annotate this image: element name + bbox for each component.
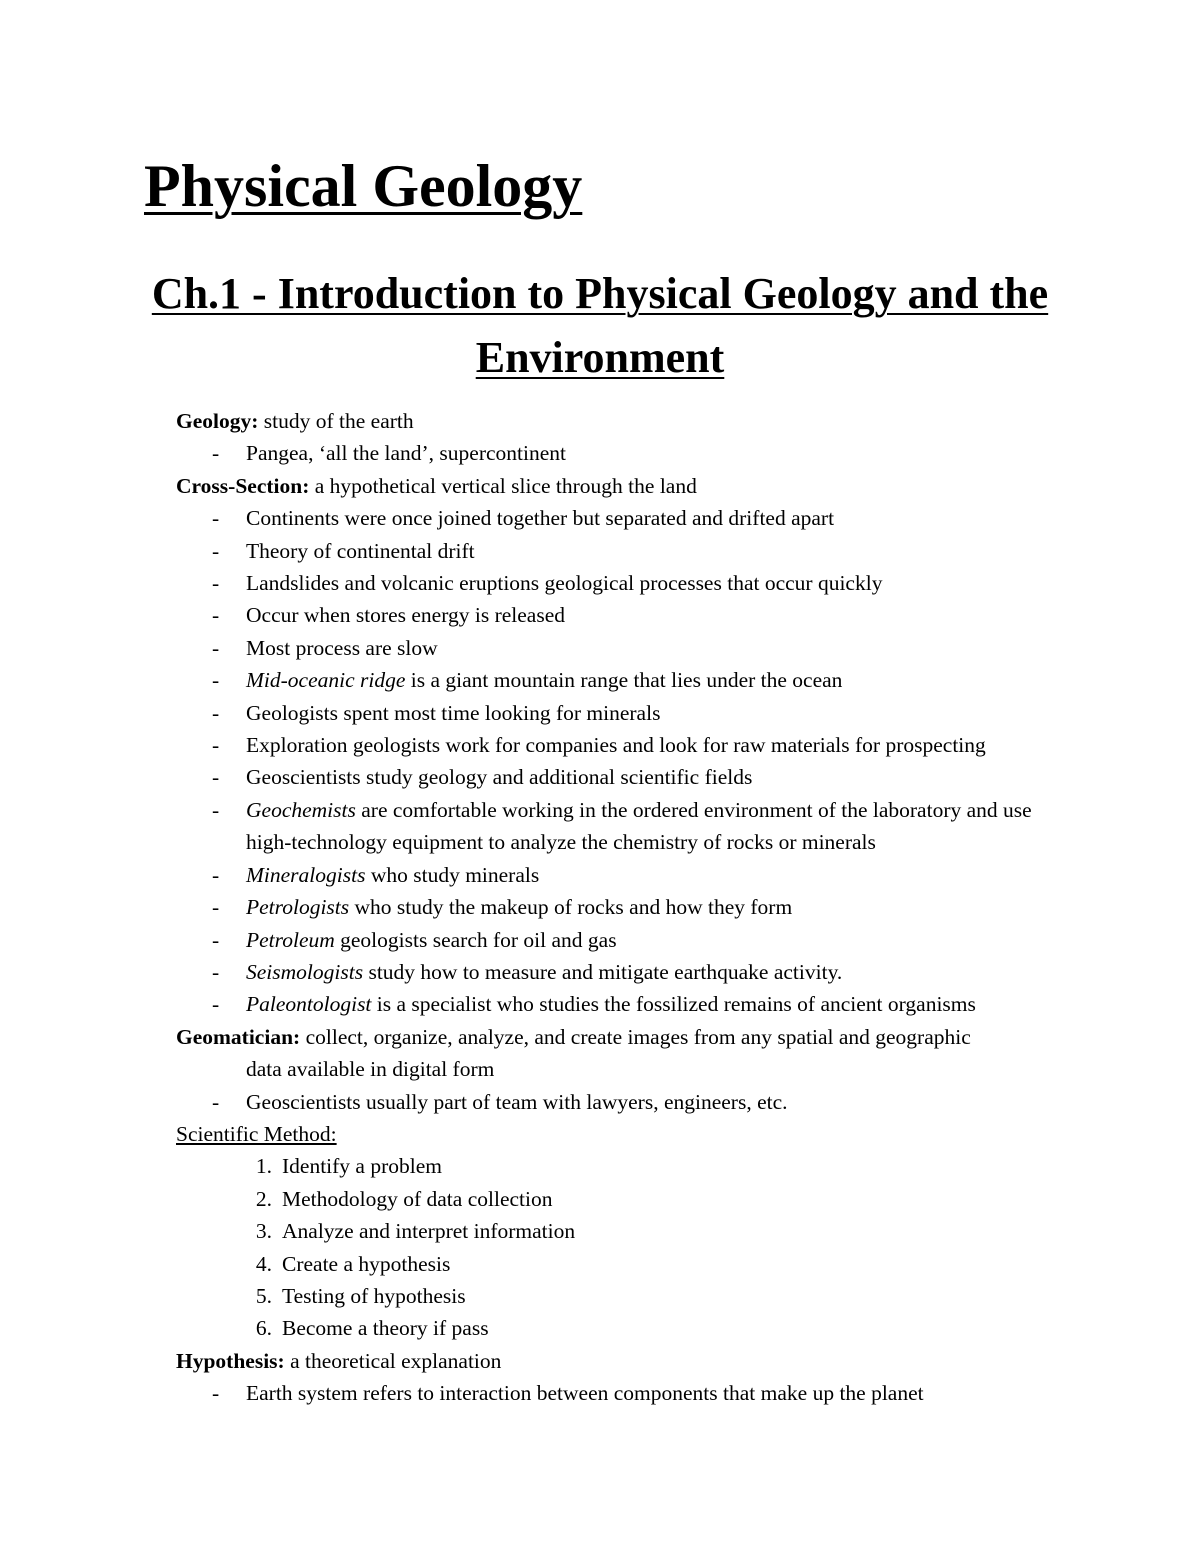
term-geomatician	[176, 1021, 1076, 1053]
term-hypothesis	[176, 1345, 1076, 1377]
bullet-dash: -	[212, 571, 220, 596]
numbered-item	[176, 1280, 1076, 1312]
bullet-rest: geologists search for oil and gas	[334, 927, 617, 952]
item-text: Methodology of data collection	[282, 1186, 553, 1211]
bullet-dash: -	[212, 1089, 220, 1114]
bullet-text	[246, 891, 1076, 923]
bullet-text: Earth system refers to interaction between components that make up the planet	[246, 1381, 924, 1406]
bullet-text	[246, 664, 1076, 696]
list-item	[176, 761, 1076, 793]
list-item	[176, 697, 1076, 729]
list-item	[176, 535, 1076, 567]
term-definition: a hypothetical vertical slice through the land	[309, 473, 697, 498]
term-cross-section	[176, 470, 1076, 502]
numbered-item	[176, 1183, 1076, 1215]
list-item	[176, 599, 1076, 631]
list-item	[176, 1086, 1076, 1118]
item-text: Create a hypothesis	[282, 1251, 451, 1276]
term-label: Geomatician:	[176, 1024, 301, 1049]
bullet-text: Occur when stores energy is released	[246, 603, 565, 628]
italic-term: Petroleum	[246, 927, 335, 952]
list-item	[176, 664, 1076, 696]
term-definition-continued: data available in digital form	[246, 1057, 495, 1082]
italic-term: Petrologists	[246, 895, 350, 920]
item-text: Become a theory if pass	[282, 1316, 489, 1341]
bullet-dash: -	[212, 895, 220, 920]
numbered-item	[176, 1215, 1076, 1247]
bullet-text	[246, 924, 1076, 956]
item-number: 5.	[255, 1283, 272, 1308]
term-label: Cross-Section:	[176, 473, 310, 498]
list-item	[176, 859, 1076, 891]
bullet-dash: -	[212, 1381, 220, 1406]
term-label: Hypothesis:	[176, 1348, 285, 1373]
section-scientific-method	[176, 1118, 1076, 1150]
bullet-dash: -	[212, 635, 220, 660]
notes-body	[176, 405, 1076, 1410]
bullet-text	[246, 859, 1076, 891]
bullet-dash: -	[212, 927, 220, 952]
italic-term: Mid-oceanic ridge	[246, 668, 406, 693]
bullet-text: Geoscientists usually part of team with lawyers, engineers, etc.	[246, 1089, 788, 1114]
list-item	[176, 891, 1076, 923]
list-item	[176, 437, 1076, 469]
item-text: Identify a problem	[282, 1154, 443, 1179]
bullet-dash: -	[212, 700, 220, 725]
italic-term: Geochemists	[246, 797, 356, 822]
bullet-rest: study how to measure and mitigate earthquake activity.	[363, 959, 843, 984]
chapter-heading: Ch.1 - Introduction to Physical Geology and the Environment	[151, 269, 1049, 382]
italic-term: Seismologists	[246, 959, 364, 984]
numbered-item	[176, 1248, 1076, 1280]
term-definition: a theoretical explanation	[284, 1348, 502, 1373]
bullet-dash: -	[212, 733, 220, 758]
item-number: 3.	[255, 1219, 272, 1244]
bullet-text: Exploration geologists work for companies and look for raw materials for prospecting	[246, 733, 986, 758]
term-label: Geology:	[176, 409, 259, 433]
bullet-text: Continents were once joined together but separated and drifted apart	[246, 506, 835, 531]
list-item	[176, 956, 1076, 988]
item-text: Analyze and interpret information	[282, 1219, 576, 1244]
numbered-item	[176, 1150, 1076, 1182]
bullet-text: Most process are slow	[246, 635, 438, 660]
bullet-text: Geologists spent most time looking for minerals	[246, 700, 661, 725]
term-geology	[176, 405, 1076, 437]
bullet-dash: -	[212, 862, 220, 887]
bullet-dash: -	[212, 538, 220, 563]
bullet-rest: is a specialist who studies the fossilized remains of ancient organisms	[371, 992, 976, 1017]
bullet-text: Pangea, ‘all the land’, supercontinent	[246, 441, 567, 466]
bullet-text: Theory of continental drift	[246, 538, 475, 563]
list-item	[176, 729, 1076, 761]
bullet-rest: who study minerals	[365, 862, 540, 887]
italic-term: Paleontologist	[246, 992, 372, 1017]
bullet-dash: -	[212, 992, 220, 1017]
bullet-dash: -	[212, 506, 220, 531]
bullet-text	[246, 956, 1076, 988]
bullet-rest: are comfortable working in the ordered environment of the laboratory and use high-technology equipment to analyze the chemistry of rocks or minerals	[246, 797, 1032, 855]
item-number: 4.	[255, 1251, 272, 1276]
bullet-text: Landslides and volcanic eruptions geological processes that occur quickly	[246, 571, 883, 596]
term-definition: collect, organize, analyze, and create images from any spatial and geographic	[300, 1024, 971, 1049]
bullet-text: Geoscientists study geology and additional scientific fields	[246, 765, 753, 790]
list-item	[176, 794, 1076, 859]
numbered-item	[176, 1312, 1076, 1344]
item-text: Testing of hypothesis	[282, 1283, 466, 1308]
bullet-dash: -	[212, 441, 220, 466]
italic-term: Mineralogists	[246, 862, 366, 887]
term-definition: study of the earth	[258, 409, 414, 433]
bullet-dash: -	[212, 668, 220, 693]
list-item	[176, 567, 1076, 599]
bullet-text	[246, 988, 1076, 1020]
bullet-text	[246, 794, 1076, 859]
bullet-dash: -	[212, 959, 220, 984]
item-number: 1.	[255, 1154, 272, 1179]
section-heading: Scientific Method:	[176, 1121, 337, 1146]
item-number: 6.	[255, 1316, 272, 1341]
list-item	[176, 988, 1076, 1020]
page-title: Physical Geology	[144, 153, 583, 219]
bullet-rest: who study the makeup of rocks and how they form	[349, 895, 793, 920]
item-number: 2.	[255, 1186, 272, 1211]
bullet-dash: -	[212, 797, 220, 822]
bullet-dash: -	[212, 603, 220, 628]
bullet-dash: -	[212, 765, 220, 790]
bullet-rest: is a giant mountain range that lies under the ocean	[405, 668, 843, 693]
list-item	[176, 1377, 1076, 1409]
list-item	[176, 502, 1076, 534]
list-item	[176, 924, 1076, 956]
list-item	[176, 632, 1076, 664]
